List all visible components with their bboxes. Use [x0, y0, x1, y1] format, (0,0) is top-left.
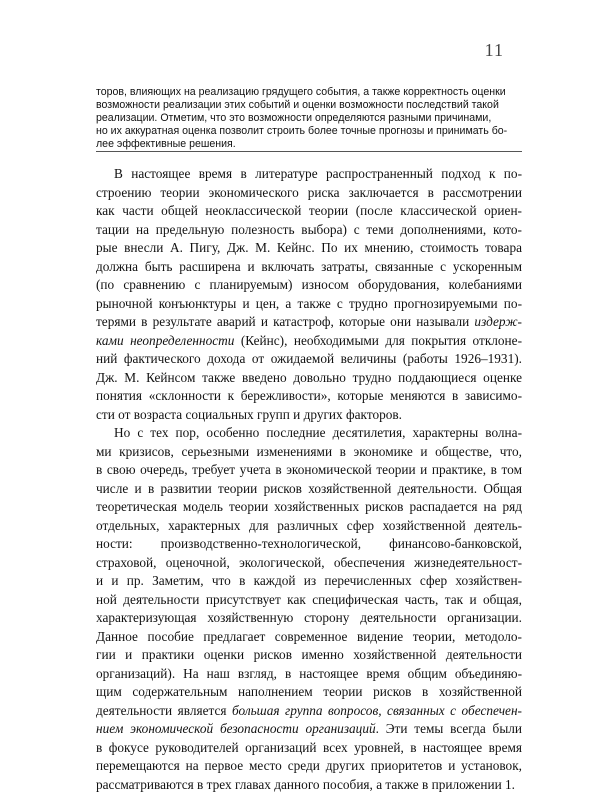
body-line: перемещаются на первое место среди других приоритетов и установок,	[96, 757, 522, 776]
italic-term: издерж-	[474, 314, 522, 329]
sidenote-line: торов, влияющих на реализацию грядущего события, а также корректность оценки	[96, 86, 522, 99]
sidenote-line: но их аккуратная оценка позволит строить более точные прогнозы и принимать бо-	[96, 125, 522, 138]
body-line	[96, 332, 522, 351]
body-line: ной деятельности присутствует как специфическая часть, так и общая,	[96, 591, 522, 610]
body-line	[96, 313, 522, 332]
body-line: Дж. М. Кейнсом также введено довольно трудно поддающиеся оценке	[96, 369, 522, 388]
body-line: и и пр. Заметим, что в каждой из перечисленных сфер хозяйствен-	[96, 572, 522, 591]
body-line: (по сравнению с планируемым) износом оборудования, колебаниями	[96, 276, 522, 295]
body-line: Но с тех пор, особенно последние десятилетия, характерны волна-	[96, 424, 522, 443]
section-divider	[96, 151, 522, 152]
body-text-run: терями в результате аварий и катастроф, которые они называли	[96, 314, 469, 329]
body-line: в свою очередь, требует учета в экономической теории и практике, в том	[96, 461, 522, 480]
body-line: организаций). На наш взгляд, в настоящее время общим объединяю-	[96, 665, 522, 684]
body-line: рыночной конъюнктуры и цен, а также с трудно прогнозируемыми по-	[96, 295, 522, 314]
body-line: В настоящее время в литературе распространенный подход к по-	[96, 165, 522, 184]
body-line: числе и в развитии теории рисков хозяйственной деятельности. Общая	[96, 480, 522, 499]
body-line: гии и практики оценки рисков именно хозяйственной деятельности	[96, 646, 522, 665]
body-line	[96, 720, 522, 739]
body-line: характеризующая хозяйственную сторону деятельности организации.	[96, 609, 522, 628]
body-line: отдельных, характерных для различных сфер хозяйственной деятель-	[96, 517, 522, 536]
body-line: сти от возраста социальных групп и других факторов.	[96, 406, 522, 425]
body-line: строению теории экономического риска заключается в рассмотрении	[96, 184, 522, 203]
body-line: ми кризисов, серьезными изменениями в экономике и обществе, что,	[96, 443, 522, 462]
body-line: ний фактического дохода от ожидаемой величины (работы 1926–1931).	[96, 350, 522, 369]
italic-term: ками неопределенности	[96, 333, 234, 348]
body-text-run: . Эти темы всегда были	[376, 721, 522, 736]
body-line: рые внесли А. Пигу, Дж. М. Кейнс. По их мнению, стоимость товара	[96, 239, 522, 258]
italic-term: нием экономической безопасности организаций	[96, 721, 376, 736]
sidenote-line: реализации. Отметим, что это возможности определяются разными причинами,	[96, 112, 522, 125]
body-line: страховой, оценочной, экологической, обеспечения жизнедеятельност-	[96, 554, 522, 573]
sidenote-line: лее эффективные решения.	[96, 138, 522, 151]
body-line: тации на предельную полезность выбора) с теми дополнениями, кото-	[96, 221, 522, 240]
italic-term: большая группа вопросов, связанных с обеспечен-	[232, 703, 522, 718]
body-line: щим содержательным наполнением теории рисков в хозяйственной	[96, 683, 522, 702]
body-text-run: деятельности является	[96, 703, 226, 718]
body-line: должна быть расширена и включать затраты, связанные с ускоренным	[96, 258, 522, 277]
body-line: ности: производственно-технологической, финансово-банковской,	[96, 535, 522, 554]
body-line: в фокусе руководителей организаций всех уровней, в настоящее время	[96, 739, 522, 758]
sidenote-line: возможности реализации этих событий и оценки возможности последствий такой	[96, 99, 522, 112]
body-line: понятия «склонности к бережливости», которые меняются в зависимо-	[96, 387, 522, 406]
body-line: Данное пособие предлагает современное видение теории, методоло-	[96, 628, 522, 647]
body-line: как части общей неоклассической теории (после классической ориен-	[96, 202, 522, 221]
page-number: 11	[485, 40, 504, 61]
body-text-run: (Кейнс), необходимыми для покрытия отклоне-	[241, 333, 522, 348]
body-line: рассматриваются в трех главах данного пособия, а также в приложении 1.	[96, 776, 522, 794]
sidenote-block	[96, 86, 522, 151]
body-line	[96, 702, 522, 721]
body-text	[96, 165, 522, 794]
body-line: теоретическая модель теории хозяйственных рисков распадается на ряд	[96, 498, 522, 517]
